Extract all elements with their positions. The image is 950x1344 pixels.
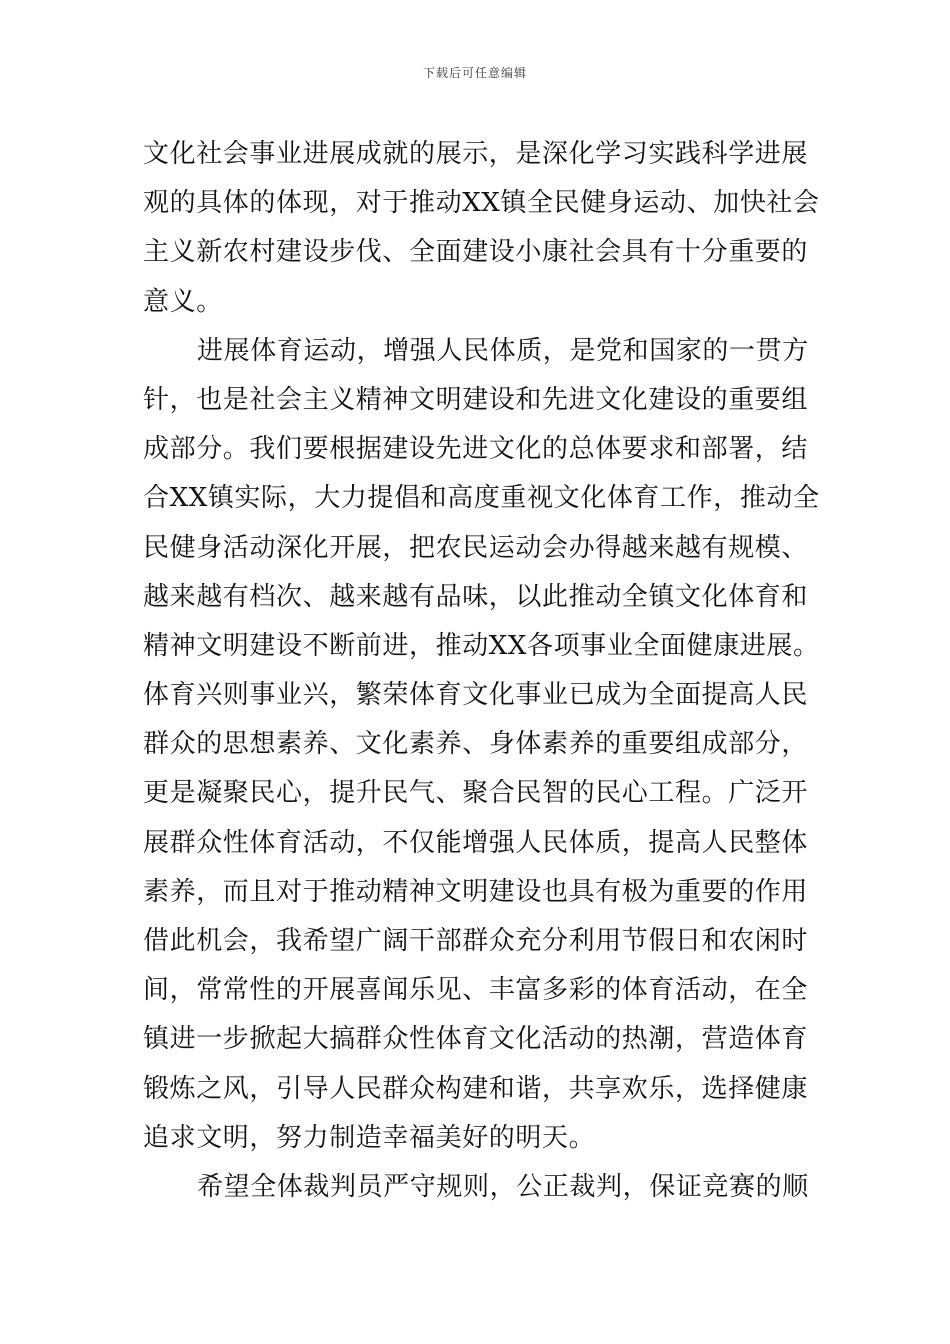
- text-line: 锻炼之风，引导人民群众构建和谐，共享欢乐，选择健康: [143, 1073, 809, 1104]
- document-body: [143, 130, 820, 1212]
- text-line: 镇进一步掀起大搞群众性体育文化活动的热潮，营造体育: [143, 1024, 809, 1055]
- text-line: 主义新农村建设步伐、全面建设小康社会具有十分重要的: [143, 237, 809, 268]
- text-line: 精神文明建设不断前进，推动XX各项事业全面健康进展。: [143, 630, 820, 661]
- text-line: 进展体育运动，增强人民体质，是党和国家的一贯方: [197, 335, 809, 366]
- text-line: 意义。: [143, 286, 223, 317]
- text-line: 素养，而且对于推动精神文明建设也具有极为重要的作用: [143, 876, 809, 907]
- text-line: 合XX镇实际，大力提倡和高度重视文化体育工作，推动全: [143, 483, 820, 514]
- page-header: 下载后可任意编辑: [422, 66, 527, 80]
- text-line: 借此机会，我希望广阔干部群众充分利用节假日和农闲时: [143, 926, 809, 956]
- text-line: 展群众性体育活动，不仅能增强人民体质，提高人民整体: [143, 827, 809, 858]
- text-line: 更是凝聚民心，提升民气、聚合民智的民心工程。广泛开: [143, 778, 809, 809]
- text-line: 追求文明，努力制造幸福美好的明天。: [143, 1122, 596, 1153]
- text-line: 越来越有档次、越来越有品味，以此推动全镇文化体育和: [143, 581, 809, 612]
- text-line: 希望全体裁判员严守规则，公正裁判，保证竞赛的顺: [197, 1171, 809, 1202]
- text-line: 针，也是社会主义精神文明建设和先进文化建设的重要组: [143, 384, 809, 415]
- text-line: 文化社会事业进展成就的展示，是深化学习实践科学进展: [143, 139, 809, 169]
- text-line: 成部分。我们要根据建设先进文化的总体要求和部署，结: [143, 434, 809, 465]
- text-line: 体育兴则事业兴，繁荣体育文化事业已成为全面提高人民: [143, 680, 809, 711]
- text-line: 间，常常性的开展喜闻乐见、丰富多彩的体育活动，在全: [143, 975, 809, 1006]
- text-line: 民健身活动深化开展，把农民运动会办得越来越有规模、: [143, 532, 809, 563]
- text-line: 观的具体的体现，对于推动XX镇全民健身运动、加快社会: [143, 188, 820, 219]
- text-line: 群众的思想素养、文化素养、身体素养的重要组成部分，: [143, 729, 809, 760]
